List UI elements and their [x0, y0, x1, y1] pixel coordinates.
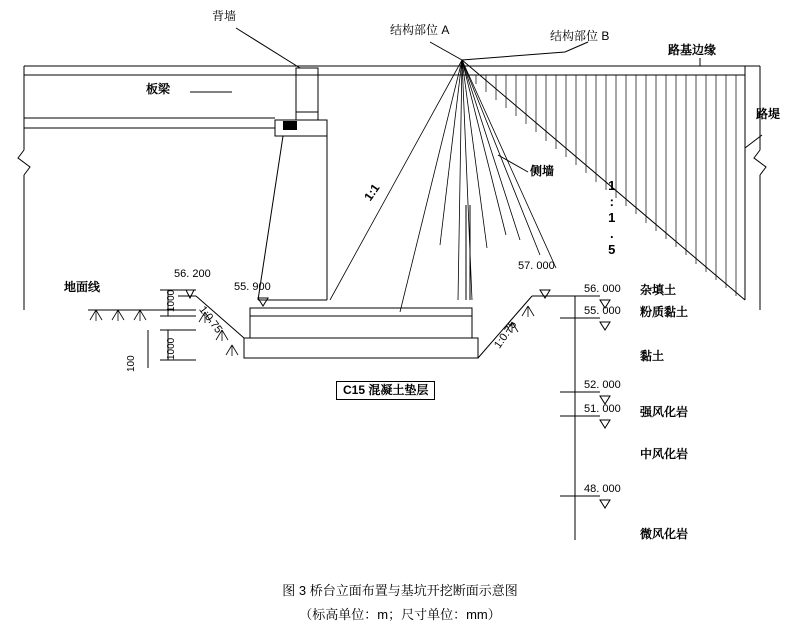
figure-caption-sub: （标高单位：m；尺寸单位：mm） [299, 607, 501, 622]
stratum-label-2: 黏土 [640, 349, 665, 363]
label-side-wall: 侧墙 [530, 164, 555, 178]
elevation-top-left: 56. 200 [174, 268, 211, 280]
label-slope-right: 1:0.75 [492, 318, 520, 351]
elevation-e2: 55. 000 [584, 305, 621, 317]
elevation-e3: 52. 000 [584, 379, 621, 391]
elevation-pit-right-top: 57. 000 [518, 260, 555, 272]
stratum-label-0: 杂填土 [640, 283, 677, 297]
label-structure-part-a: 结构部位 A [390, 23, 450, 37]
dimension-1000-a: 1000 [166, 289, 177, 312]
label-embankment: 路堤 [756, 107, 781, 121]
elevation-e4: 51. 000 [584, 403, 621, 415]
elevation-abutment-top: 55. 900 [234, 281, 271, 293]
label-ground-line: 地面线 [64, 280, 101, 294]
label-slope-left: 1:0.75 [196, 304, 225, 336]
label-slab-beam: 板梁 [146, 82, 171, 96]
dimension-100: 100 [126, 355, 137, 372]
label-back-wall: 背墙 [212, 9, 237, 23]
stratum-label-1: 粉质黏土 [640, 305, 689, 319]
elevation-e5: 48. 000 [584, 483, 621, 495]
figure-caption-main: 图 3 桥台立面布置与基坑开挖断面示意图 [282, 583, 518, 598]
label-slope-1-1-5: 1:1.5 [604, 178, 620, 258]
dimension-1000-b: 1000 [166, 337, 177, 360]
stratum-label-5: 微风化岩 [640, 527, 689, 541]
label-structure-part-b: 结构部位 B [550, 29, 610, 43]
label-subgrade-edge: 路基边缘 [668, 43, 717, 57]
stratum-label-4: 中风化岩 [640, 447, 689, 461]
stratum-label-3: 强风化岩 [640, 405, 689, 419]
label-concrete-cushion: C15 混凝土垫层 [336, 381, 435, 400]
elevation-e1: 56. 000 [584, 283, 621, 295]
label-slope-1-1: 1:1 [361, 181, 383, 204]
